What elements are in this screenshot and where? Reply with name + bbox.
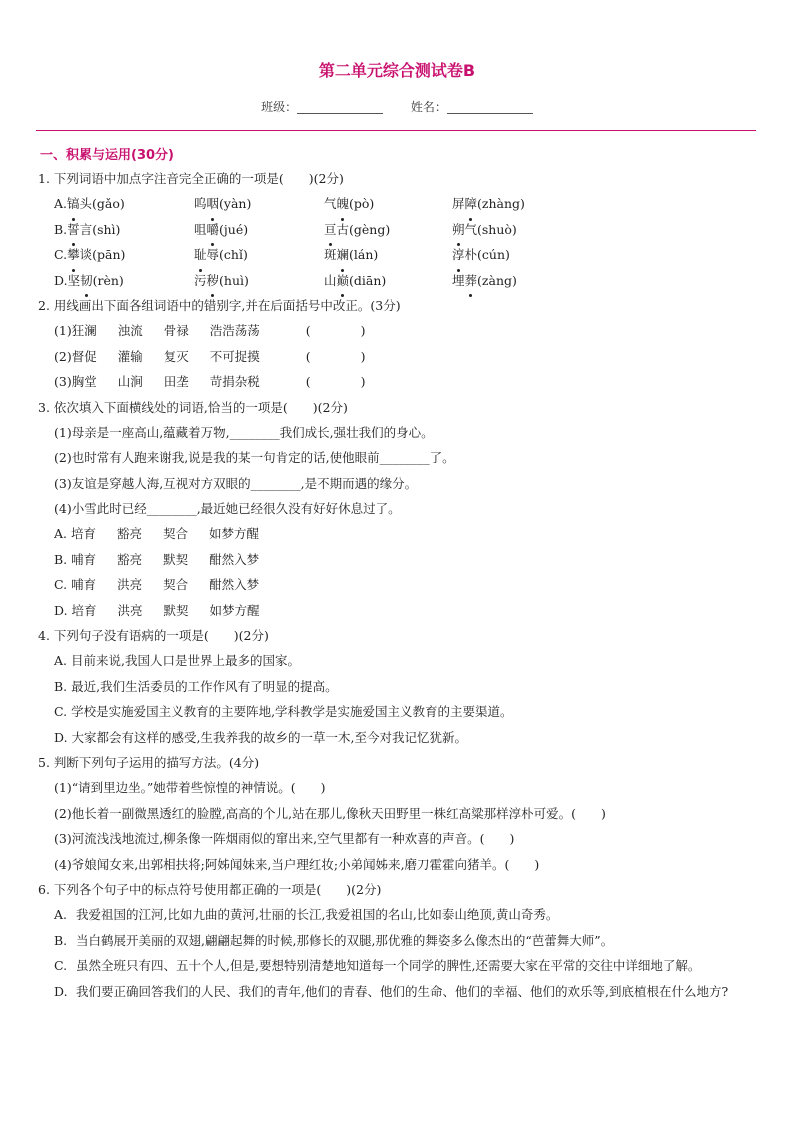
q1-word: 淳朴(cún)	[452, 242, 602, 267]
q2-word[interactable]: 田垄	[163, 374, 189, 390]
q3-word: 如梦方醒	[208, 526, 259, 542]
q5-stem: 5. 判断下列句子运用的描写方法。(4分)	[38, 754, 260, 770]
name-label: 姓名：	[410, 100, 447, 114]
q1-word: B.誓言(shì)	[54, 217, 194, 242]
q3-word: 洪亮	[117, 577, 143, 593]
q2-word[interactable]: 不可捉摸	[209, 348, 260, 364]
section-title: 一、积累与运用(30分)	[40, 148, 174, 163]
q1-word: D.坚韧(rèn)	[54, 268, 194, 293]
q6-option[interactable]	[38, 902, 760, 927]
q1-word: 朔气(shuò)	[452, 217, 602, 242]
q2-stem: 2. 用线画出下面各组词语中的错别字,并在后面括号中改正。(3分)	[38, 297, 401, 313]
q3-option[interactable]	[38, 521, 760, 546]
q5-item: (3)河流浅浅地流过,柳条像一阵烟雨似的窜出来,空气里都有一种欢喜的声音。( )	[54, 831, 515, 847]
q4-option-a: A. 目前来说,我国人口是世界上最多的国家。	[54, 653, 300, 669]
option-label: B.	[54, 551, 72, 567]
q3-stem: 3. 依次填入下面横线处的词语,恰当的一项是( )(2分)	[38, 399, 348, 415]
q6-option[interactable]	[38, 928, 760, 953]
dotted-char: 秽	[207, 268, 220, 293]
q1-word: C.攀谈(pān)	[54, 242, 194, 267]
dotted-char: 攀	[67, 242, 80, 267]
q2-word[interactable]: 山涧	[117, 374, 143, 390]
option-label: D.	[54, 272, 68, 288]
q3-word: 培育	[71, 602, 97, 618]
q3-word: 酣然入梦	[209, 577, 260, 593]
dotted-char: 魄	[337, 191, 350, 216]
q3-word: 豁亮	[117, 551, 143, 567]
q1-word: 呜咽(yàn)	[194, 191, 324, 216]
q3-word: 契合	[163, 577, 189, 593]
q1-word: 污秽(huì)	[194, 268, 324, 293]
option-label: D.	[54, 983, 68, 999]
q1-word: 斑斓(lán)	[324, 242, 452, 267]
q3-word: 如梦方醒	[209, 602, 260, 618]
name-field	[411, 98, 533, 115]
option-label: A.	[54, 907, 68, 923]
option-label: C.	[54, 958, 68, 974]
q2-word[interactable]: 复灭	[163, 348, 189, 364]
q6-stem: 6. 下列各个句子中的标点符号使用都正确的一项是( )(2分)	[38, 881, 382, 897]
header-divider	[36, 130, 756, 131]
answer-paren[interactable]: ( )	[305, 374, 366, 390]
dotted-char: 镐	[67, 191, 80, 216]
option-label: B.	[54, 932, 68, 948]
option-label: C.	[54, 247, 68, 263]
option-label: C.	[54, 577, 72, 593]
q6-option[interactable]	[38, 979, 760, 1004]
name-blank[interactable]	[447, 101, 533, 114]
q5-item: (4)爷娘闻女来,出郭相扶将;阿姊闻妹来,当户理红妆;小弟闻姊来,磨刀霍霍向猪羊。( )	[54, 856, 540, 872]
dotted-char: 障	[465, 191, 478, 216]
dotted-char: 斓	[337, 242, 350, 267]
q3-option[interactable]	[38, 598, 760, 623]
q1-word: A.镐头(gǎo)	[54, 191, 194, 216]
q3-word: 哺育	[71, 551, 97, 567]
q5-item: (2)他长着一副微黑透红的脸膛,高高的个儿,站在那儿,像秋天田野里一株红高粱那样淳朴可爱。( )	[54, 805, 606, 821]
class-field	[261, 98, 383, 115]
page-title: 第二单元综合测试卷B	[318, 61, 476, 80]
option-label: A.	[54, 196, 68, 212]
dotted-char: 耻	[194, 242, 207, 267]
dotted-char: 誓	[67, 217, 80, 242]
q1-option[interactable]	[38, 242, 760, 267]
option-text: 我爱祖国的江河,比如九曲的黄河,壮丽的长江,我爱祖国的名山,比如泰山绝顶,黄山奇秀。	[76, 907, 559, 923]
q1-option[interactable]	[38, 217, 760, 242]
q3-sentence: (3)友谊是穿越人海,互视对方双眼的________,是不期而遇的缘分。	[54, 475, 418, 491]
q2-word[interactable]: 浩浩荡荡	[209, 323, 260, 339]
q2-word[interactable]: 灌输	[117, 348, 143, 364]
q1-word: 埋葬(zàng)	[452, 268, 602, 293]
answer-paren[interactable]: ( )	[305, 323, 366, 339]
q1-word: 耻辱(chǐ)	[194, 242, 324, 267]
q1-word: 气魄(pò)	[324, 191, 452, 216]
q3-option[interactable]	[38, 572, 760, 597]
row-label: (1)	[54, 323, 72, 339]
option-label: D.	[54, 602, 72, 618]
q3-option[interactable]	[38, 547, 760, 572]
row-label: (3)	[54, 374, 72, 390]
q4-stem: 4. 下列句子没有语病的一项是( )(2分)	[38, 628, 269, 644]
q2-row	[38, 344, 760, 369]
option-label: A.	[54, 526, 71, 542]
option-text: 我们要正确回答我们的人民、我们的青年,他们的青春、他们的生命、他们的幸福、他们的欢乐等,到底植根在什么地方?	[76, 983, 729, 999]
q2-word[interactable]: 狂澜	[71, 323, 97, 339]
q3-word: 契合	[162, 526, 188, 542]
q1-word: 亘古(gèng)	[324, 217, 452, 242]
q4-option-b: B. 最近,我们生活委员的工作作风有了明显的提高。	[54, 678, 338, 694]
answer-paren[interactable]: ( )	[305, 348, 366, 364]
q3-sentence: (1)母亲是一座高山,蕴藏着万物,________我们成长,强壮我们的身心。	[54, 424, 434, 440]
q2-word[interactable]: 胸堂	[71, 374, 97, 390]
dotted-char: 韧	[80, 268, 93, 293]
dotted-char: 朔	[452, 217, 465, 242]
q1-stem: 1. 下列词语中加点字注音完全正确的一项是( )(2分)	[38, 171, 344, 186]
q1-word: 屏障(zhàng)	[452, 191, 602, 216]
q5-item: (1)“请到里边坐。”她带着些惊惶的神情说。( )	[54, 780, 326, 796]
q3-word: 默契	[163, 602, 189, 618]
q3-word: 默契	[163, 551, 189, 567]
dotted-char: 葬	[465, 268, 478, 293]
q2-word[interactable]: 浊流	[117, 323, 143, 339]
q3-word: 哺育	[71, 577, 97, 593]
row-label: (2)	[54, 348, 72, 364]
question-content	[38, 166, 760, 1004]
q3-sentence: (2)也时常有人跑来谢我,说是我的某一句肯定的话,使他眼前________了。	[54, 450, 455, 466]
q2-word[interactable]: 骨禄	[163, 323, 189, 339]
dotted-char: 巅	[337, 268, 350, 293]
q4-option-d: D. 大家都会有这样的感受,生我养我的故乡的一草一木,至今对我记忆犹新。	[54, 729, 467, 745]
option-label: B.	[54, 221, 68, 237]
q3-word: 洪亮	[117, 602, 143, 618]
q1-option[interactable]	[38, 268, 760, 293]
dotted-char: 淳	[452, 242, 465, 267]
q2-word[interactable]: 苛捐杂税	[209, 374, 260, 390]
dotted-char: 嚼	[207, 217, 220, 242]
class-label: 班级：	[261, 100, 298, 114]
q1-option[interactable]	[38, 191, 760, 216]
q1-word: 咀嚼(jué)	[194, 217, 324, 242]
q3-sentence: (4)小雪此时已经________,最近她已经很久没有好好休息过了。	[54, 501, 401, 517]
q3-word: 培育	[70, 526, 96, 542]
q2-word[interactable]: 督促	[71, 348, 97, 364]
q6-option[interactable]	[38, 953, 760, 978]
dotted-char: 咽	[207, 191, 220, 216]
option-text: 虽然全班只有四、五十个人,但是,要想特别清楚地知道每一个同学的脾性,还需要大家在平常的交往中详细地了解。	[76, 958, 701, 974]
q3-word: 豁亮	[116, 526, 142, 542]
q3-word: 酣然入梦	[209, 551, 260, 567]
dotted-char: 亘	[324, 217, 337, 242]
option-text: 当白鹤展开美丽的双翅,翩翩起舞的时候,那修长的双腿,那优雅的舞姿多么像杰出的“芭蕾舞大师”。	[76, 932, 614, 948]
q2-row	[38, 318, 760, 343]
q1-word: 山巅(diān)	[324, 268, 452, 293]
class-blank[interactable]	[297, 101, 383, 114]
student-info-row	[0, 98, 794, 115]
q4-option-c: C. 学校是实施爱国主义教育的主要阵地,学科教学是实施爱国主义教育的主要渠道。	[54, 704, 513, 720]
q2-row	[38, 369, 760, 394]
